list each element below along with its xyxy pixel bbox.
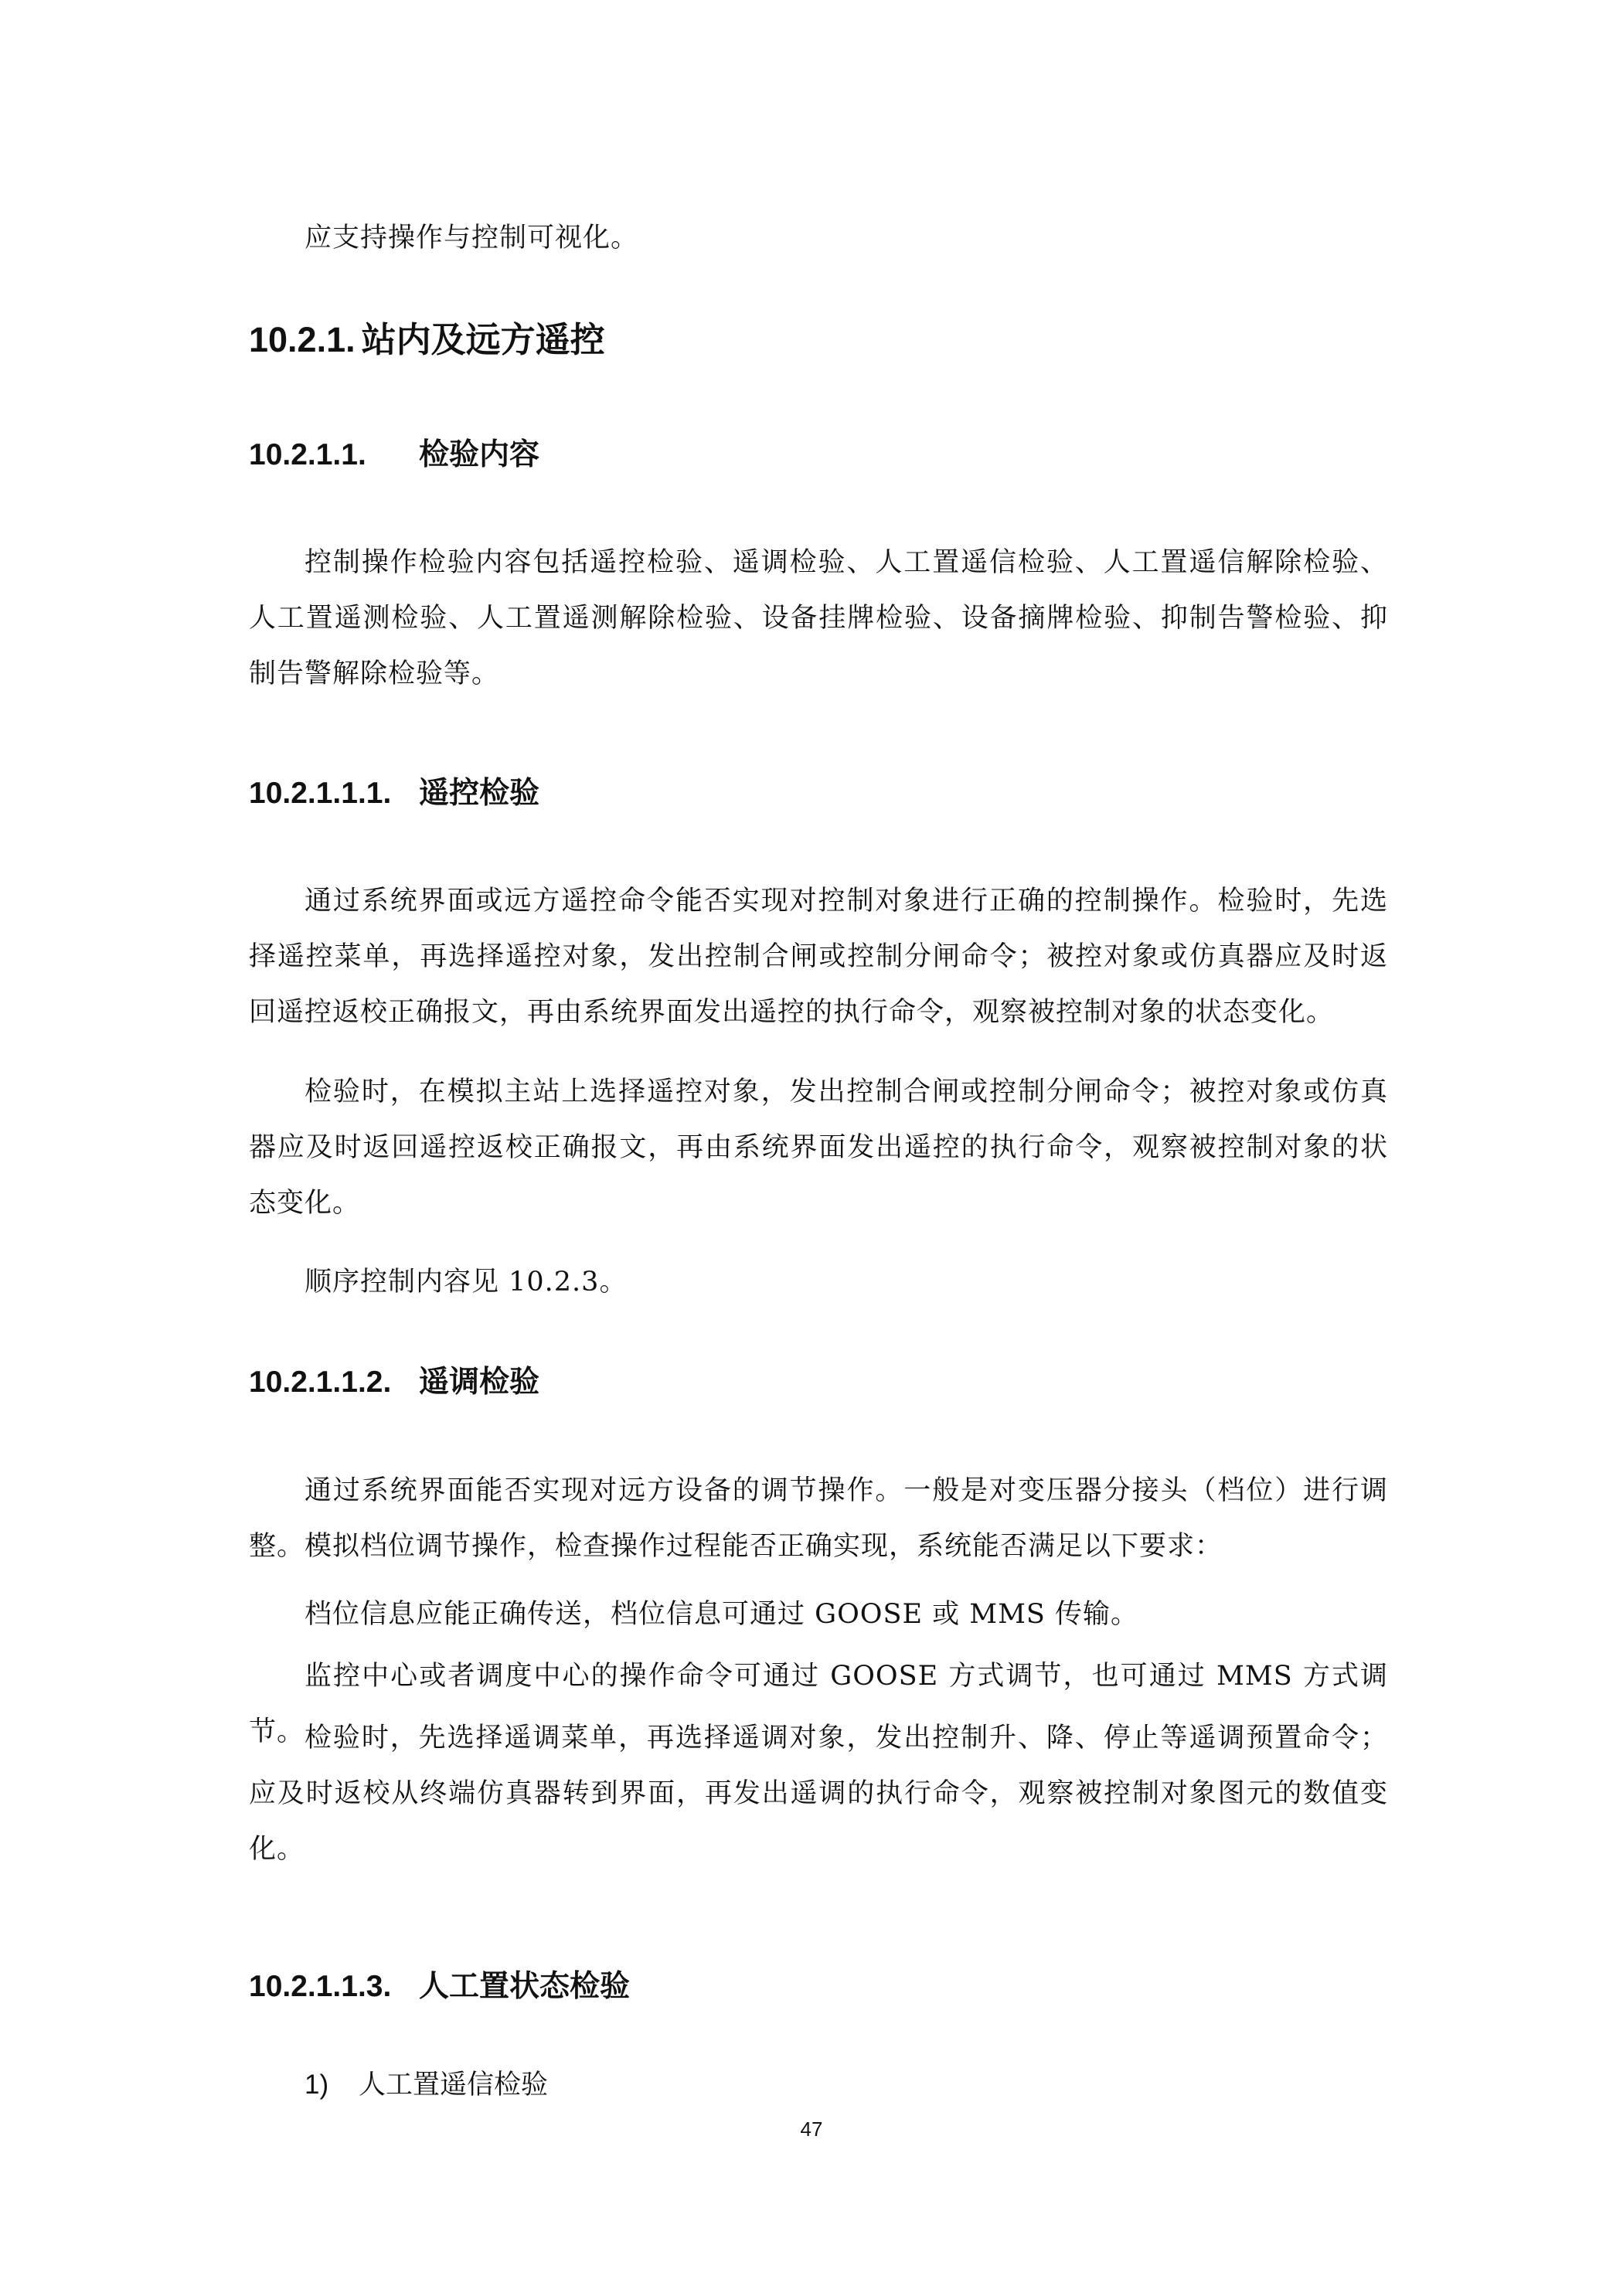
paragraph-control-contents: 控制操作检验内容包括遥控检验、遥调检验、人工置遥信检验、人工置遥信解除检验、人工置遥测检验、人工置遥测解除检验、设备挂牌检验、设备摘牌检验、抑制告警检验、抑制告警解除检验等。 xyxy=(249,547,1388,689)
page-number: 47 xyxy=(800,2117,823,2141)
paragraph-remote-control-2: 检验时，在模拟主站上选择遥控对象，发出控制合闸或控制分闸命令；被控对象或仿真器应及时返回遥控返校正确报文，再由系统界面发出遥控的执行命令，观察被控制对象的状态变化。 xyxy=(249,1077,1388,1219)
paragraph-adjust-3: 监控中心或者调度中心的操作命令可通过 GOOSE 方式调节，也可通过 MMS 方式调节。 xyxy=(249,1661,1388,1747)
heading-10-2-1-1 xyxy=(249,433,1388,477)
heading-10-2-1-1-3 xyxy=(249,1964,1388,2009)
list-item-text: 人工置遥信检验 xyxy=(359,2070,549,2100)
heading-10-2-1-1-1 xyxy=(249,771,1388,815)
paragraph-remote-control-1: 通过系统界面或远方遥控命令能否实现对控制对象进行正确的控制操作。检验时，先选择遥控菜单，再选择遥控对象，发出控制合闸或控制分闸命令；被控对象或仿真器应及时返回遥控返校正确报文，再由系统界面发出遥控的执行命令，观察被控制对象的状态变化。 xyxy=(249,886,1388,1028)
list-item xyxy=(249,2062,1388,2108)
heading-title: 遥控检验 xyxy=(419,775,540,811)
paragraph-adjust-1: 通过系统界面能否实现对远方设备的调节操作。一般是对变压器分接头（档位）进行调整。模拟档位调节操作，检查操作过程能否正确实现，系统能否满足以下要求： xyxy=(249,1475,1388,1562)
list-marker: 1) xyxy=(305,2070,329,2100)
intro-paragraph: 应支持操作与控制可视化。 xyxy=(305,223,639,253)
heading-number: 10.2.1.1.1. xyxy=(249,777,392,810)
paragraph-adjust-4: 检验时，先选择遥调菜单，再选择遥调对象，发出控制升、降、停止等遥调预置命令；应及时返校从终端仿真器转到界面，再发出遥调的执行命令，观察被控制对象图元的数值变化。 xyxy=(249,1723,1388,1865)
heading-number: 10.2.1. xyxy=(249,320,356,359)
heading-title: 遥调检验 xyxy=(419,1364,540,1400)
paragraph-sequence-control: 顺序控制内容见 10.2.3。 xyxy=(305,1267,628,1298)
paragraph-adjust-2: 档位信息应能正确传送，档位信息可通过 GOOSE 或 MMS 传输。 xyxy=(305,1599,1139,1630)
heading-number: 10.2.1.1. xyxy=(249,438,366,471)
heading-title: 检验内容 xyxy=(419,437,540,472)
heading-number: 10.2.1.1.2. xyxy=(249,1366,392,1399)
heading-number: 10.2.1.1.3. xyxy=(249,1970,392,2003)
heading-title: 站内及远方遥控 xyxy=(361,319,605,360)
heading-10-2-1-1-2 xyxy=(249,1360,1388,1404)
heading-10-2-1 xyxy=(249,317,1388,363)
heading-title: 人工置状态检验 xyxy=(419,1968,631,2004)
